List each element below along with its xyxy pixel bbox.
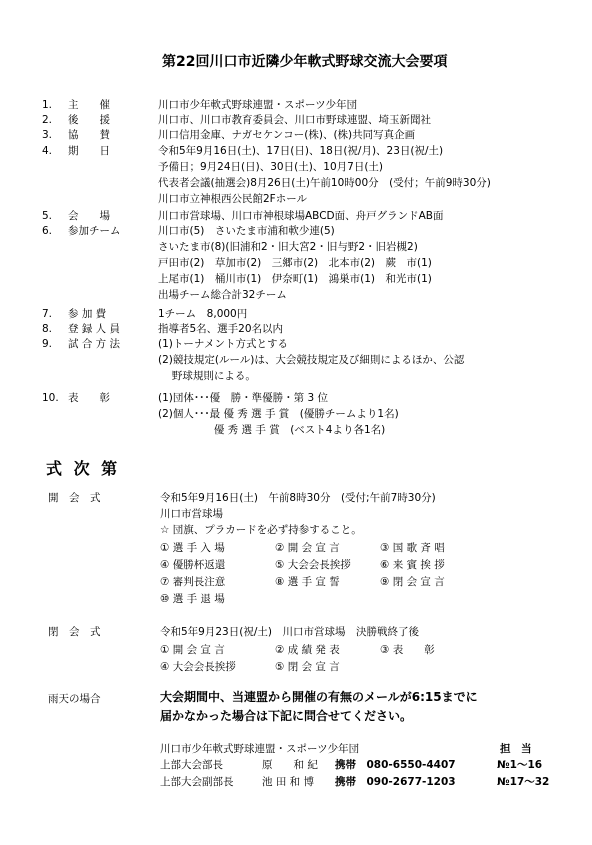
item-number: 9. [42,338,53,350]
item-text: 川口市、川口市教育委員会、川口市野球連盟、埼玉新聞社 [158,114,431,126]
item-label: 参 加 費 [68,308,107,320]
opening-program-item: ⑥ 来 賓 挨 拶 [380,559,445,571]
item-number: 1. [42,99,53,111]
item-text: 川口市立神根西公民館2Fホール [158,193,308,205]
tanto-header: 担 当 [500,743,532,755]
opening-program-item: ③ 国 歌 斉 唱 [380,542,445,554]
opening-program-item: ⑤ 大会会長挨拶 [275,559,351,571]
contact-org: 川口市少年軟式野球連盟・スポーツ少年団 [160,743,360,755]
closing-label: 閉 会 式 [48,626,101,638]
item-label: 主 催 [68,99,110,111]
rain-notice-line1: 大会期間中、当連盟から開催の有無のメールが6:15までに [160,690,478,704]
item-label: 参加チーム [68,225,121,237]
item-number: 5. [42,210,53,222]
item-text: さいたま市(8)(旧浦和2・旧大宮2・旧与野2・旧岩槻2) [158,241,418,253]
item-number: 4. [42,145,53,157]
item-label: 登 録 人 員 [68,323,121,335]
item-text: (1)団体･･･優 勝・準優勝・第 3 位 [158,392,328,404]
item-text: 出場チーム総合計32チーム [158,289,287,301]
page-title: 第22回川口市近隣少年軟式野球交流大会要項 [162,54,448,70]
contact-phone: 携帯 080-6550-4407 [335,759,456,771]
item-text: (1)トーナメント方式とする [158,338,288,350]
item-text: (2)競技規定(ルール)は、大会競技規定及び細則によるほか、公認 [158,354,465,366]
item-label: 表 彰 [68,392,110,404]
opening-program-item: ④ 優勝杯返還 [160,559,226,571]
closing-datetime: 令和5年9月23日(祝/土) 川口市営球場 決勝戦終了後 [160,626,419,638]
item-label: 期 日 [68,145,110,157]
item-number: 7. [42,308,53,320]
item-text: 川口市営球場、川口市神根球場ABCD面、舟戸グランドAB面 [158,210,444,222]
item-text: (2)個人･･･最 優 秀 選 手 賞 (優勝チームより1名) [158,408,399,420]
closing-program-item: ③ 表 彰 [380,644,435,656]
item-text: 上尾市(1) 桶川市(1) 伊奈町(1) 鴻巣市(1) 和光市(1) [158,273,432,285]
item-text: 川口市(5) さいたま市浦和軟少連(5) [158,225,335,237]
opening-note: ☆ 団旗、プラカードを必ず持参すること。 [160,524,362,536]
item-number: 2. [42,114,53,126]
closing-program-item: ① 開 会 宣 言 [160,644,225,656]
contact-phone: 携帯 090-2677-1203 [335,776,456,788]
opening-program-item: ② 開 会 宣 言 [275,542,340,554]
contact-tanto: №1～16 [497,759,543,771]
item-text: 指導者5名、選手20名以内 [158,323,284,335]
schedule-title: 式 次 第 [46,459,121,478]
closing-program-item: ④ 大会会長挨拶 [160,661,236,673]
opening-venue: 川口市営球場 [160,508,223,520]
item-text: 優 秀 選 手 賞 (ベスト4より各1名) [158,424,386,436]
rain-notice-line2: 届かなかった場合は下記に問合せてください。 [160,709,413,723]
item-text: 令和5年9月16日(土)、17日(日)、18日(祝/月)、23日(祝/土) [158,145,444,157]
opening-datetime: 令和5年9月16日(土) 午前8時30分 (受付;午前7時30分) [160,492,436,504]
item-label: 協 賛 [68,129,110,141]
item-number: 10. [42,392,59,404]
rain-label: 雨天の場合 [48,693,101,705]
item-text: 川口市少年軟式野球連盟・スポーツ少年団 [158,99,358,111]
contact-name: 池 田 和 博 [262,776,315,788]
item-text: 野球規則による。 [158,370,256,382]
opening-program-item: ① 選 手 入 場 [160,542,225,554]
item-number: 3. [42,129,53,141]
opening-program-item: ⑦ 審判長注意 [160,576,226,588]
item-number: 6. [42,225,53,237]
item-number: 8. [42,323,53,335]
opening-label: 開 会 式 [48,492,101,504]
contact-name: 原 和 紀 [262,759,318,771]
contact-role: 上部大会副部長 [160,776,234,788]
item-text: 1チーム 8,000円 [158,308,248,320]
opening-program-item: ⑩ 選 手 退 場 [160,593,225,605]
item-text: 川口信用金庫、ナガセケンコー(株)、(株)共同写真企画 [158,129,416,141]
contact-role: 上部大会部長 [160,759,223,771]
item-text: 予備日；9月24日(日)、30日(土)、10月7日(土) [158,161,384,173]
closing-program-item: ⑤ 閉 会 宣 言 [275,661,340,673]
opening-program-item: ⑧ 選 手 宣 誓 [275,576,340,588]
item-label: 試 合 方 法 [68,338,121,350]
item-text: 代表者会議(抽選会)8月26日(土)午前10時00分 (受付；午前9時30分) [158,177,491,189]
item-label: 会 場 [68,210,110,222]
opening-program-item: ⑨ 閉 会 宣 言 [380,576,445,588]
closing-program-item: ② 成 績 発 表 [275,644,340,656]
item-text: 戸田市(2) 草加市(2) 三郷市(2) 北本市(2) 蕨 市(1) [158,257,432,269]
item-label: 後 援 [68,114,110,126]
contact-tanto: №17～32 [497,776,550,788]
